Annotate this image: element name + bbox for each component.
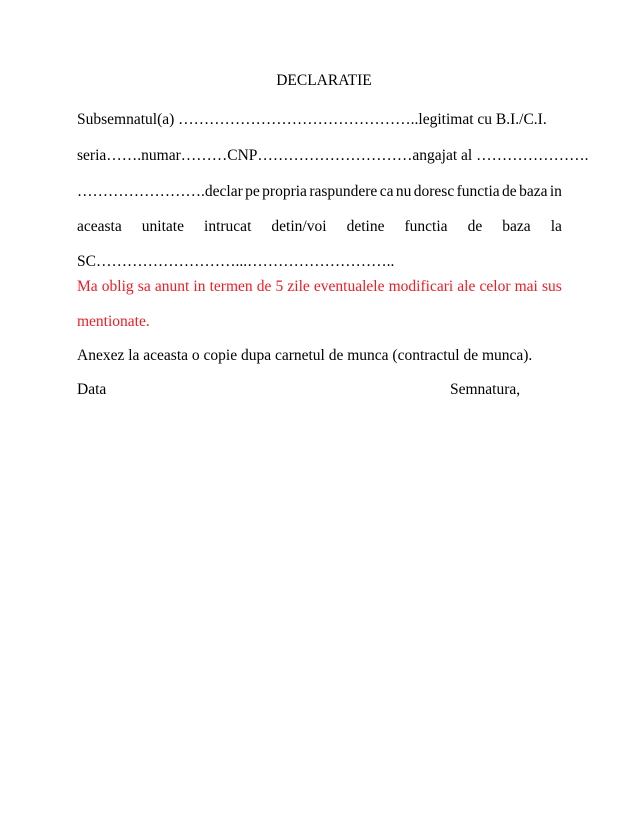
word: …………………….declar bbox=[77, 183, 243, 200]
word: baza bbox=[519, 183, 548, 200]
word: Ma bbox=[77, 278, 98, 295]
obligation-line bbox=[77, 278, 562, 296]
word: ale bbox=[457, 278, 476, 295]
word: baza bbox=[502, 218, 531, 235]
name-line: Subsemnatul(a) ………………………………………..legitimat cu B.I./C.I. bbox=[77, 111, 547, 128]
word: sa bbox=[137, 278, 151, 295]
word: termen bbox=[209, 278, 253, 295]
word: la bbox=[550, 218, 562, 235]
word: pe bbox=[245, 183, 260, 200]
signature-label: Semnatura, bbox=[450, 381, 521, 398]
word: de bbox=[502, 183, 517, 200]
word: in bbox=[193, 278, 206, 295]
word: in bbox=[549, 183, 562, 200]
unit-line bbox=[77, 218, 562, 236]
word: intrucat bbox=[204, 218, 252, 235]
word: mai bbox=[514, 278, 538, 295]
id-series-line: seria…….numar………CNP…………………………angajat al …………………. bbox=[77, 147, 589, 164]
declaration-line bbox=[77, 183, 562, 201]
document-title: DECLARATIE bbox=[276, 72, 372, 89]
word: doresc bbox=[413, 183, 455, 200]
word: anunt bbox=[154, 278, 190, 295]
word: functia bbox=[456, 183, 500, 200]
word: detin/voi bbox=[271, 218, 327, 235]
word: raspundere bbox=[309, 183, 378, 200]
date-label: Data bbox=[77, 381, 107, 398]
word: unitate bbox=[141, 218, 184, 235]
word: detine bbox=[346, 218, 385, 235]
word: eventualele bbox=[313, 278, 385, 295]
word: celor bbox=[479, 278, 511, 295]
word: aceasta bbox=[77, 218, 122, 235]
word: de bbox=[256, 278, 272, 295]
word: modificari bbox=[388, 278, 454, 295]
word: de bbox=[467, 218, 483, 235]
word: sus bbox=[541, 278, 562, 295]
obligation-line-end: mentionate. bbox=[77, 313, 150, 330]
word: functia bbox=[404, 218, 448, 235]
annex-line: Anexez la aceasta o copie dupa carnetul de munca (contractul de munca). bbox=[77, 347, 533, 364]
word: zile bbox=[287, 278, 310, 295]
word: oblig bbox=[101, 278, 134, 295]
company-line: SC………………………...……………………….. bbox=[77, 253, 395, 270]
word: ca bbox=[379, 183, 394, 200]
word: nu bbox=[395, 183, 412, 200]
word: propria bbox=[262, 183, 307, 200]
word: 5 bbox=[275, 278, 284, 295]
